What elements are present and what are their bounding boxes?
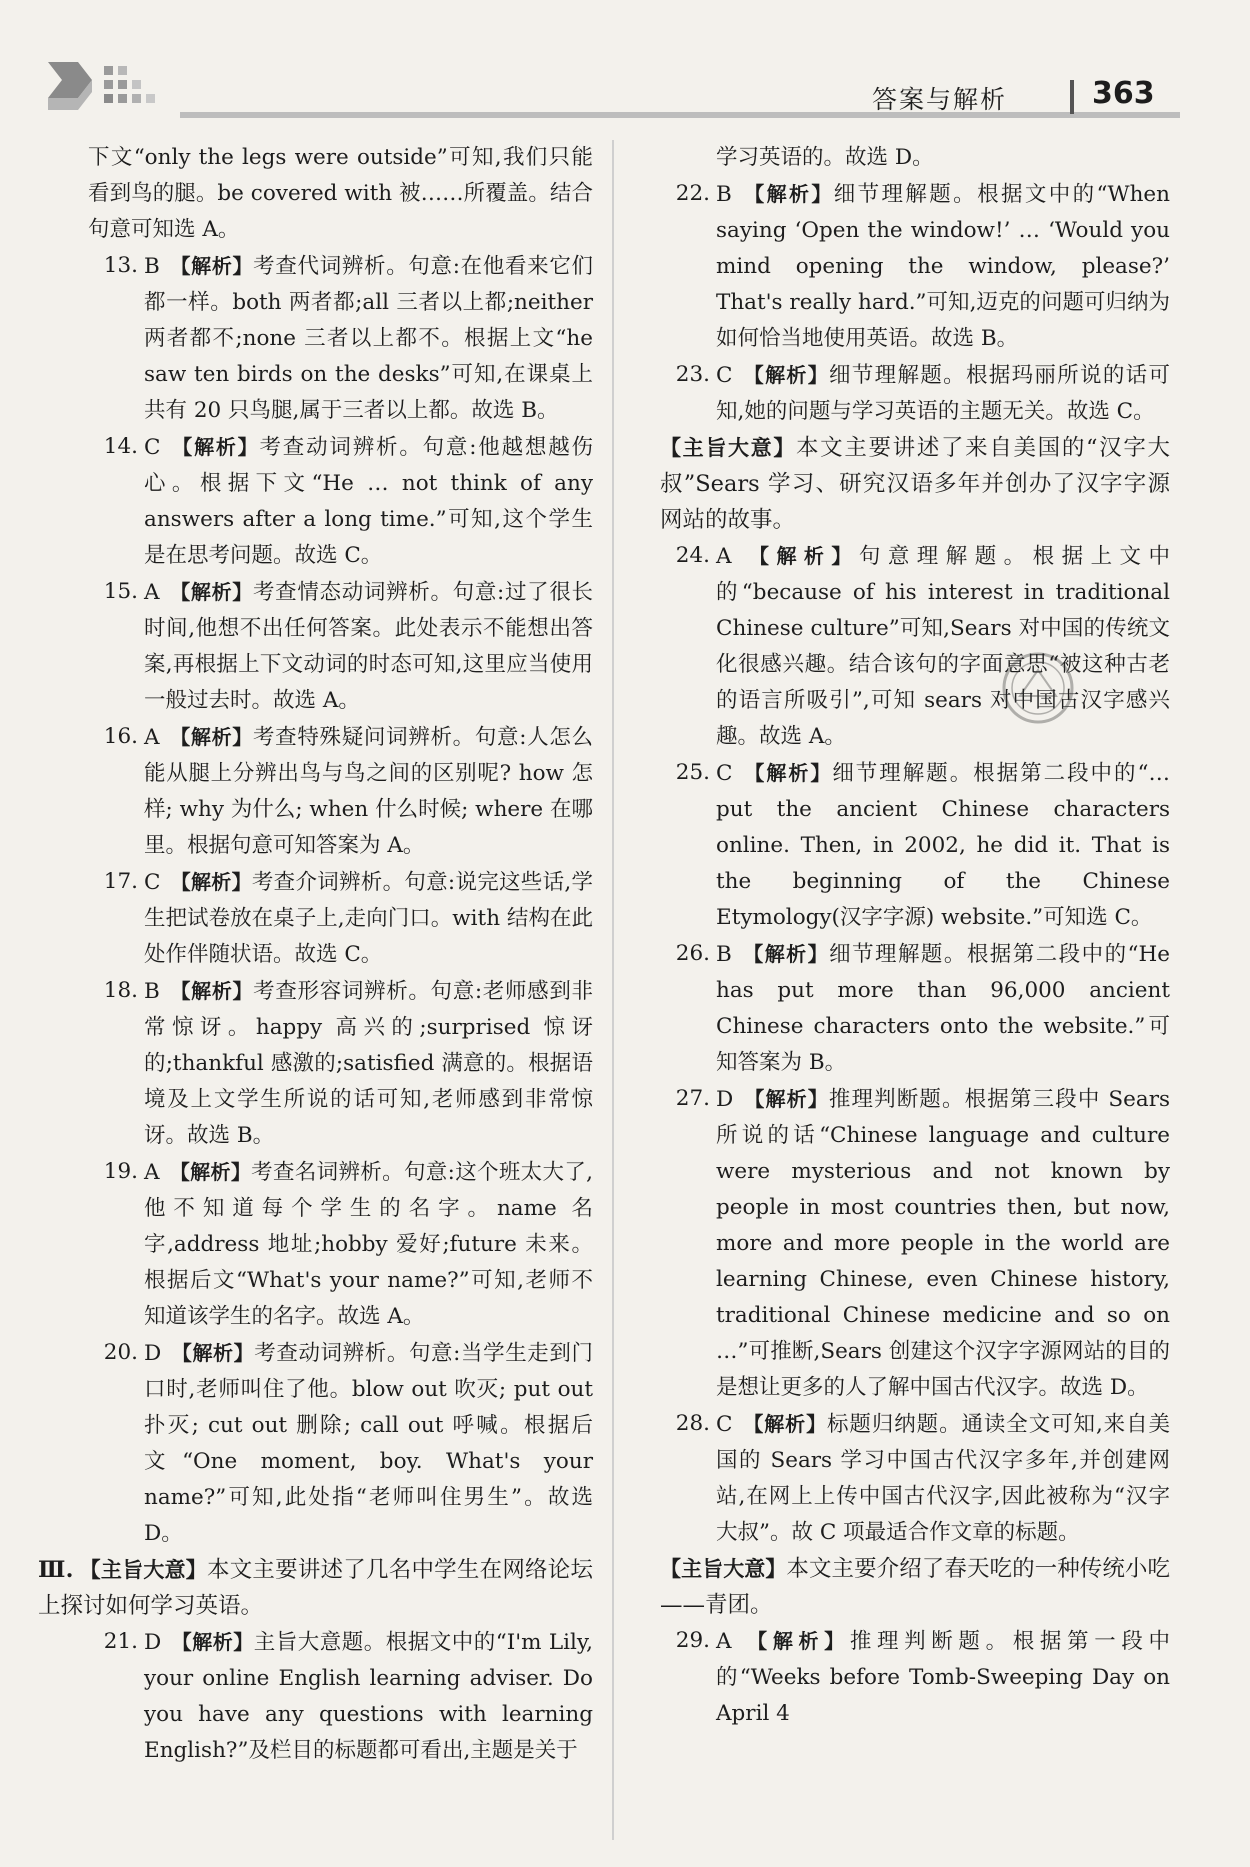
analysis-tag: 【解析】 bbox=[742, 363, 830, 387]
item-explanation: 细节理解题。根据第二段中的“… put the ancient Chinese characters online. Then, in 2002, he did it. That is the beginning of the Chinese Etymology(汉字字源) website.”可知选 C。 bbox=[716, 761, 1170, 930]
item-number: 19. bbox=[103, 1159, 138, 1184]
item-explanation: 主旨大意题。根据文中的“I'm Lily, your online English learning adviser. Do you have any questions with learning English?”及栏目的标题都可看出,主题是关于 bbox=[144, 1630, 594, 1763]
item-number: 15. bbox=[103, 579, 138, 604]
item-answer: A bbox=[144, 725, 160, 750]
answer-item-16 bbox=[88, 719, 593, 864]
answer-item-22 bbox=[660, 176, 1170, 357]
header-separator bbox=[1070, 80, 1074, 114]
answer-item-28 bbox=[660, 1406, 1170, 1551]
answer-item-15 bbox=[88, 574, 593, 719]
answer-item-26 bbox=[660, 936, 1170, 1081]
item-answer: B bbox=[144, 254, 160, 279]
item-answer: C bbox=[716, 761, 733, 786]
answer-item-24 bbox=[660, 538, 1170, 755]
item-answer: D bbox=[144, 1341, 162, 1366]
section-number: Ⅲ. bbox=[38, 1557, 74, 1583]
answer-item-27 bbox=[660, 1081, 1170, 1406]
item-explanation: 考查动词辨析。句意:他越想越伤心。根据下文“He … not think of any answers after a long time.”可知,这个学生是在思考问题。故选 C。 bbox=[144, 435, 594, 568]
item-explanation: 细节理解题。根据第二段中的“He has put more than 96,000 ancient Chinese characters onto the website.”可知答案为 B。 bbox=[716, 942, 1171, 1075]
item-explanation: 推理判断题。根据第一段中的“Weeks before Tomb-Sweeping Day on April 4 bbox=[716, 1629, 1171, 1726]
analysis-tag: 【解析】 bbox=[170, 870, 252, 894]
answer-item-29 bbox=[660, 1623, 1170, 1732]
item-explanation: 考查代词辨析。句意:在他看来它们都一样。both 两者都;all 三者以上都;neither 两者都不;none 三者以上都不。根据上文“he saw ten birds on the desks”可知,在课桌上共有 20 只鸟腿,属于三者以上都。故选 B。 bbox=[144, 254, 593, 423]
item-answer: A bbox=[144, 580, 160, 605]
item-answer: D bbox=[716, 1087, 734, 1112]
column-divider bbox=[612, 140, 614, 1840]
item-explanation: 考查情态动词辨析。句意:过了很长时间,他想不出任何答案。此处表示不能想出答案,再根据上下文动词的时态可知,这里应当使用一般过去时。故选 A。 bbox=[144, 580, 594, 713]
item-number: 17. bbox=[103, 869, 138, 894]
passage-summary bbox=[660, 430, 1170, 538]
item-number: 25. bbox=[675, 760, 710, 785]
answer-item-21 bbox=[88, 1624, 593, 1769]
analysis-tag: 【解析】 bbox=[169, 1160, 252, 1184]
answer-item-25 bbox=[660, 755, 1170, 936]
analysis-tag: 【解析】 bbox=[171, 1341, 255, 1365]
analysis-tag: 【解析】 bbox=[171, 1630, 254, 1654]
item-explanation: 考查名词辨析。句意:这个班太大了,他不知道每个学生的名字。name 名字,address 地址;hobby 爱好;future 未来。根据后文“What's your name?”可知,老师不知道该学生的名字。故选 A。 bbox=[144, 1160, 593, 1329]
item-explanation: 考查介词辨析。句意:说完这些话,学生把试卷放在桌子上,走向门口。with 结构在此处作伴随状语。故选 C。 bbox=[144, 870, 593, 967]
page-header bbox=[0, 0, 1250, 130]
analysis-tag: 【解析】 bbox=[170, 435, 260, 459]
item-number: 22. bbox=[675, 181, 710, 206]
item-answer: B bbox=[716, 942, 732, 967]
item-number: 18. bbox=[103, 978, 138, 1003]
item-explanation: 推理判断题。根据第三段中 Sears 所说的话“Chinese language and culture were mysterious and not known by people in most countries then, but now, more and more people in the world are learning Chinese, even Chinese history, traditional Chinese medicine and so on …”可推断,Sears 创建这个汉字字源网站的目的是想让更多的人了解中国古代汉字。故选 D。 bbox=[716, 1087, 1171, 1400]
answer-item-19 bbox=[88, 1154, 593, 1335]
item-answer: C bbox=[144, 870, 161, 895]
header-title: 答案与解析 bbox=[872, 85, 1008, 114]
item-number: 23. bbox=[675, 362, 710, 387]
analysis-tag: 【解析】 bbox=[169, 979, 254, 1003]
answer-item-18 bbox=[88, 973, 593, 1154]
page-number: 363 bbox=[1092, 76, 1155, 111]
item-answer: A bbox=[144, 1160, 160, 1185]
analysis-tag: 【解析】 bbox=[742, 1412, 828, 1436]
main-idea-text: 本文主要讲述了来自美国的“汉字大叔”Sears 学习、研究汉语多年并创办了汉字字源网站的故事。 bbox=[660, 435, 1170, 533]
analysis-tag: 【解析】 bbox=[169, 725, 253, 749]
item-number: 29. bbox=[675, 1628, 710, 1653]
item-explanation: 标题归纳题。通读全文可知,来自美国的 Sears 学习中国古代汉字多年,并创建网站,在网上上传中国古代汉字,因此被称为“汉字大叔”。故 C 项最适合作文章的标题。 bbox=[716, 1412, 1171, 1545]
continuation-text: 学习英语的。故选 D。 bbox=[716, 145, 934, 170]
item-explanation: 细节理解题。根据文中的“When saying ‘Open the window!’ … ‘Would you mind opening the window, please?’ That's really hard.”可知,迈克的问题可归纳为如何恰当地使用英语。故选 B。 bbox=[716, 182, 1171, 351]
main-idea-label: 【主旨大意】 bbox=[660, 436, 796, 460]
item-number: 16. bbox=[103, 724, 138, 749]
item-number: 26. bbox=[675, 941, 710, 966]
header-logo-icon bbox=[48, 62, 178, 114]
item-answer: C bbox=[144, 435, 161, 460]
stamp-icon bbox=[998, 648, 1078, 728]
main-idea-text: 本文主要讲述了几名中学生在网络论坛上探讨如何学习英语。 bbox=[38, 1557, 593, 1619]
item-explanation: 细节理解题。根据玛丽所说的话可知,她的问题与学习英语的主题无关。故选 C。 bbox=[716, 363, 1170, 424]
analysis-tag: 【解析】 bbox=[169, 254, 254, 278]
header-rule bbox=[180, 112, 1180, 118]
answer-item-14 bbox=[88, 429, 593, 574]
right-column bbox=[660, 140, 1170, 1732]
item-explanation: 考查动词辨析。句意:当学生走到门口时,老师叫住了他。blow out 吹灭; put out 扑灭; cut out 删除; call out 呼喊。根据后文“One moment, boy. What's your name?”可知,此处指“老师叫住男生”。故选 D。 bbox=[144, 1341, 593, 1546]
item-number: 20. bbox=[103, 1340, 138, 1365]
analysis-tag: 【解析】 bbox=[741, 544, 859, 568]
analysis-tag: 【解析】 bbox=[741, 942, 830, 966]
item-answer: A bbox=[716, 544, 732, 569]
passage-summary bbox=[660, 1551, 1170, 1623]
continuation-text: 下文“only the legs were outside”可知,我们只能看到鸟的腿。be covered with 被……所覆盖。结合句意可知选 A。 bbox=[88, 145, 593, 242]
item-answer: B bbox=[716, 182, 732, 207]
item-answer: B bbox=[144, 979, 160, 1004]
item-explanation: 句意理解题。根据上文中的“because of his interest in traditional Chinese culture”可知,Sears 对中国的传统文化很感兴趣。结合该句的字面意思“被这种古老的语言所吸引”,可知 sears 对中国古汉字感兴趣。故选 A。 bbox=[716, 544, 1170, 749]
item-answer: C bbox=[716, 1412, 733, 1437]
item-answer: D bbox=[144, 1630, 162, 1655]
analysis-tag: 【解析】 bbox=[169, 580, 253, 604]
main-idea-label: 【主旨大意】 bbox=[660, 1557, 787, 1581]
answer-item-20 bbox=[88, 1335, 593, 1552]
analysis-tag: 【解析】 bbox=[741, 182, 834, 206]
main-idea-label: 【主旨大意】 bbox=[79, 1558, 207, 1582]
analysis-tag: 【解析】 bbox=[742, 761, 833, 785]
item-number: 27. bbox=[675, 1086, 710, 1111]
main-idea-text: 本文主要介绍了春天吃的一种传统小吃——青团。 bbox=[660, 1556, 1170, 1618]
item-number: 13. bbox=[103, 253, 138, 278]
analysis-tag: 【解析】 bbox=[741, 1629, 850, 1653]
item-answer: A bbox=[716, 1629, 732, 1654]
item-number: 14. bbox=[103, 434, 138, 459]
answer-item-17 bbox=[88, 864, 593, 973]
item-explanation: 考查形容词辨析。句意:老师感到非常惊讶。happy 高兴的;surprised 惊讶的;thankful 感激的;satisfied 满意的。根据语境及上文学生所说的话可知,老师感到非常惊讶。故选 B。 bbox=[144, 979, 593, 1148]
item-explanation: 考查特殊疑问词辨析。句意:人怎么能从腿上分辨出鸟与鸟之间的区别呢? how 怎样; why 为什么; when 什么时候; where 在哪里。根据句意可知答案为 A。 bbox=[144, 725, 594, 858]
item-number: 28. bbox=[675, 1411, 710, 1436]
item-number: 24. bbox=[675, 543, 710, 568]
section-three-summary bbox=[38, 1552, 593, 1624]
item-answer: C bbox=[716, 363, 733, 388]
answer-item-23 bbox=[660, 357, 1170, 430]
analysis-tag: 【解析】 bbox=[743, 1087, 829, 1111]
left-column bbox=[38, 140, 594, 1769]
answer-item-13 bbox=[88, 248, 593, 429]
item-number: 21. bbox=[103, 1629, 138, 1654]
